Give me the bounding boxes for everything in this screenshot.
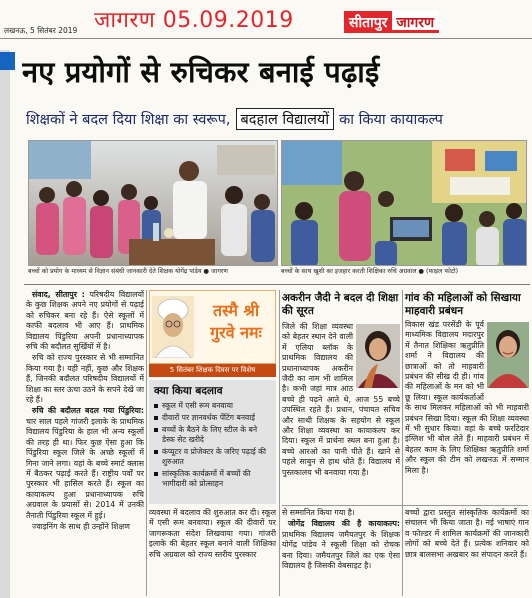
changes-box-title: क्या किया बदलाव [154,385,223,397]
list-item-text: सांस्कृतिक कार्यक्रमों में बच्चों की भागीदारी को प्रोत्साहन [162,469,251,488]
photo-caption-left-text: बच्चों को प्रयोग के माध्यम से विज्ञान संबंधी जानकारी देते शिक्षक योगेंद्र पांडेय [28,268,202,275]
sidebar-akreen-body [282,322,400,504]
photo-caption-left [28,268,278,276]
list-item-text: स्कूल में एसी रूम बनवाया [162,401,233,410]
edition-dateline: लखनऊ, 5 सितंबर 2019 [4,26,78,35]
article-paragraph-text: प्राथमिक विद्यालय जमैयतपुर के शिक्षक योगेंद्र पांडेय ने स्कूली शिक्षा को रोचक बना दिया। जमैयतपुर जिले का एक ऐसा विद्यालय है जिसकी वेबसाइट है। [282,529,400,571]
main-article-column-3 [282,508,400,596]
photo-teacher-with-children-image [282,141,527,266]
changes-box [149,380,276,504]
article-paragraph-text: चार साल पहले गांजरी इलाके के प्राथमिक विद्यालय पिंडुरिया के हाल भी अन्य स्कूलों की तरह ही था। फिर कुछ ऐसा हुआ कि पिंडुरिया स्कूल जिले के अच्छे स्कूलों में गिना जाने लगा। यहां के बच्चे स्मार्ट क्लास में बैठकर पढ़ाई करते हैं। राष्ट्रीय पर्वों पर पुरस्कार भी हासिल करते हैं। स्कूल का कायाकल्प हुआ प्रधानाध्यापक रुचि अग्रवाल के प्रयासों से। 2014 में उनकी तैनाती पिंडुरिया स्कूल में हुई। [26,416,144,520]
portrait-figure [356,324,400,388]
article-paragraph: रुचि को राज्य पुरस्कार से भी सम्मानित किया गया है। यही नहीं, कुछ और शिक्षक हैं, जिनकी बदौलत परिषदीय विद्यालयों में शिक्षा का स्तर ऊंचा उठने के सपने देखे जा रहे हैं। [26,353,144,405]
bullet-square-icon [154,450,158,454]
photo-credit-left: ● जागरण [203,268,228,275]
sidebar-ritu-text: विकास खंड परसेंडी के पूर्व माध्यमिक विद्यालय मदारपुर में तैनात शिक्षिका ऋतुप्रीति शर्मा ने विद्यालय की छात्राओं को तो माहवारी प्रबंधन की सीख दी ही। गांव की महिलाओं के मन को भी छू लिया। स्कूल कार्यकर्ताओं के साथ मिलकर महिलाओं को भी माहवारी प्रबंधन सिखा दिया। स्कूल की शिक्षा व्यवस्था में भी सुधार किया। वहां के बच्चे फर्राटेदार इंग्लिश भी बोल लेते हैं। माहवारी प्रबंधन में बेहतर काम के लिए शिक्षिका ऋतुप्रीति शर्मा और स्कूल की टीम को लखनऊ में सम्मान मिला है। [405,320,529,475]
akreen-zaidi-photo [356,324,400,391]
photo-science-experiment [28,140,278,266]
subheadline-highlight: बदहाल विद्यालयों [236,108,335,130]
ritupreeti-sharma-photo [487,322,529,391]
photo-caption-right [281,268,527,276]
masthead-divider [0,38,532,39]
main-article-column-4 [405,508,529,596]
logo-city-text: सीतापुर [344,11,392,33]
teachers-day-title-line-1: तस्मै श्री [213,301,259,320]
column-divider [279,290,280,596]
logo-paper-text: जागरण [392,11,439,33]
teachers-day-title-line-2: गुरवे नमः [210,323,262,342]
photo-science-experiment-image [29,141,278,266]
article-paragraph: व्यवस्था में बदलाव की शुरुआत कर दी। स्कूल में एसी रूम बनवाया। स्कूल की दीवारों पर जागरूकता संदेश लिखवाया गया। गांजरी इलाके की बेहतर स्कूल बनाने वाली शिक्षिका रुचि अग्रवाल को राज्य स्तरीय पुरस्कार [149,508,276,559]
list-item-text: बच्चों के बैठने के लिए स्टील के बने डेस्क सेट खरीदे [162,425,258,444]
teacher-portrait [152,296,194,358]
sitapur-jagran-logo [344,11,439,33]
list-item [154,447,271,467]
sidebar-ritu-body [405,320,529,504]
article-subhead-yogendra: जोगेंद्र विद्यालय की है कायाकल्प: [288,519,400,529]
article-subhead-ruchi: रुचि की बदौलत बदल गया पिंडुरिया: [32,406,144,416]
headline: नए प्रयोगों से रुचिकर बनाई पढ़ाई [22,55,380,89]
main-article-column-2 [149,508,276,596]
article-paragraph [282,519,400,571]
ritupreeti-sharma-photo-image [487,322,529,388]
photo-divider [24,284,530,285]
bullet-square-icon [154,428,158,432]
bullet-square-icon [154,404,158,408]
page-margin-strip [0,50,10,598]
teachers-day-strip: 5 सितंबर शिक्षक दिवस पर विशेष [149,364,276,377]
laptop [390,217,432,241]
photo-credit-right: ● (फाइल फोटो) [418,268,459,275]
teachers-day-title [196,300,276,344]
subheadline-tail: का किया कायाकल्प [339,112,443,128]
bullet-square-icon [154,472,158,476]
article-paragraph: बच्चों द्वारा प्रस्तुत सांस्कृतिक कार्यक्रमों का संचालन भी किया जाता है। नई भाषाएं गान व फोल्डर में शामिल कार्यक्रमों की जानकारी लोगों को बच्चे देते हैं। प्रत्येक शनिवार को छात्र बालसभा अखबार का संपादन करते हैं। [405,508,529,559]
subheadline [26,108,528,130]
article-paragraph: से सम्मानित किया गया है। [282,508,355,517]
portrait-figure [487,322,529,388]
sidebar-akreen-text: जिले की शिक्षा व्यवस्था को बेहतर स्थान देने वाली में एलिया ब्लॉक के प्राथमिक विद्यालय की प्रधानाध्यापक अकरीन जैदी का नाम भी शामिल है। कभी जहां मात्र आठ बच्चे ही पढ़ने आते थे, आज 55 बच्चे उपस्थित रहते हैं। प्रधान, पंचायत सचिव और साथी शिक्षक के सहयोग से स्कूल और शिक्षा व्यवस्था का कायाकल्प कर दिया। स्कूल में प्रार्थना स्थल बना हुआ है। बच्चे आरओ का पानी पीते हैं। खाने से पहले साबुन से हाथ धोते हैं। विद्यालय में पुस्तकालय भी बनवाया गया है। [282,322,400,477]
akreen-zaidi-photo-image [356,324,400,388]
portrait-figure [152,296,194,358]
sidebar-bottom-divider [282,505,528,506]
column-divider [402,290,403,596]
sidebar-akreen-title: अकरीन जैदी ने बदल दी शिक्षा की सूरत [282,292,399,317]
teacher-portrait-image [152,296,194,358]
changes-list [154,401,271,489]
list-item [154,425,271,445]
article-paragraph [26,406,144,520]
list-item [154,401,271,411]
sidebar-ritu-title: गांव की महिलाओं को सिखाया माहवारी प्रबंधन [405,292,521,317]
article-paragraph-text: परिषदीय विद्यालयों के कुछ शिक्षक अपने नए प्रयोगों से पढ़ाई को रुचिकर बना रहे हैं। ऐसे स्कूलों में काफी बदलाव भी आए हैं। प्राथमिक विद्यालय पिंडुरिया अपनी प्रधानाध्यापक रुचि की बदौलत सुर्खियों में है। [26,290,144,352]
list-item-text: दीवारों पर ज्ञानवर्धक पेंटिंग बनवाई [162,413,255,422]
list-item [154,469,271,489]
bullet-square-icon [154,416,158,420]
photo-caption-right-text: बच्चों के साथ खुशी का इजहार करती शिक्षिका रुचि अग्रवाल [281,268,417,275]
article-dateline: संवाद, सीतापुर : [32,290,85,299]
column-divider [146,290,147,596]
subheadline-lead: शिक्षकों ने बदल दिया शिक्षा का स्वरूप, [26,112,231,128]
article-paragraph [26,290,144,352]
list-item-text: कंप्यूटर व प्रोजेक्टर के जरिए पढ़ाई की शुरुआत [162,447,266,466]
clipping-date-label: जागरण 05.09.2019 [94,8,294,33]
main-article-column-1 [26,290,144,596]
article-paragraph: ज्वाइनिंग के साथ ही उन्होंने शिक्षण [32,521,130,531]
page-section-marker [0,52,15,70]
list-item [154,413,271,423]
photo-teacher-with-children [281,140,527,266]
